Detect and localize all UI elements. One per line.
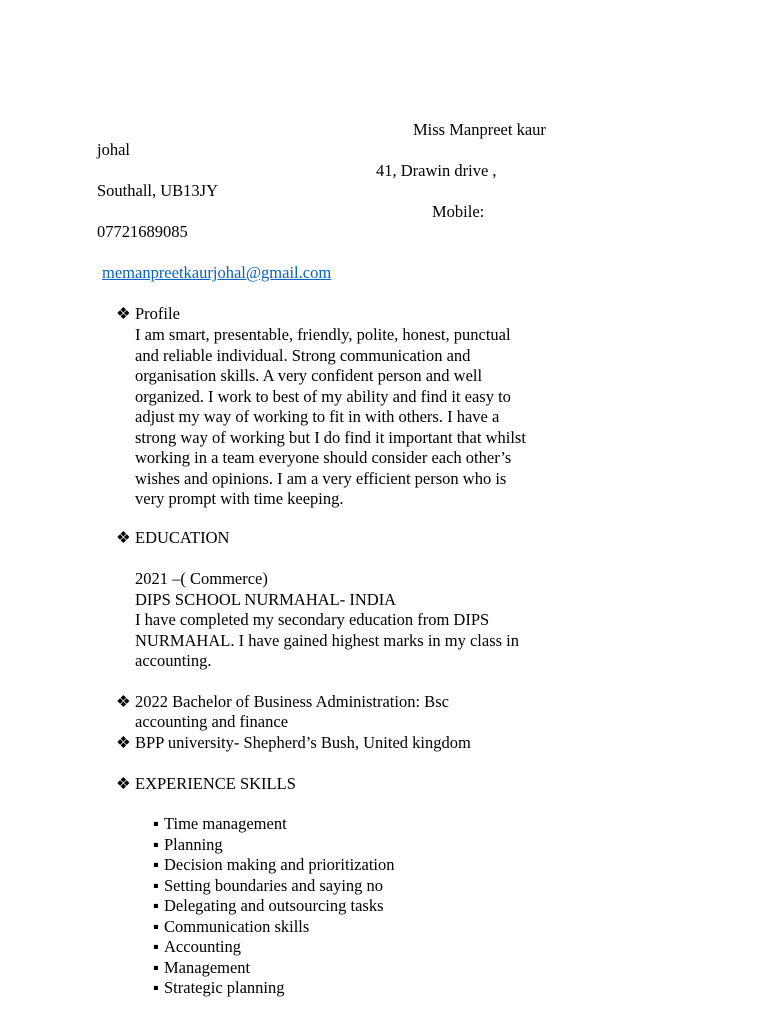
degree-line-2: accounting and finance [135,712,289,731]
degree-row [116,692,449,713]
education-year: 2021 –( Commerce) [135,569,268,588]
skill-label: Decision making and prioritization [164,855,395,874]
email-link[interactable]: memanpreetkaurjohal@gmail.com [102,263,332,282]
skill-label: Delegating and outsourcing tasks [164,896,384,915]
square-bullet-icon: ▪ [153,814,159,833]
education-school: DIPS SCHOOL NURMAHAL- INDIA [135,589,397,609]
diamond-bullet-icon: ❖ [116,692,131,711]
diamond-bullet-icon: ❖ [116,528,131,547]
university: BPP university- Shepherd’s Bush, United kingdom [135,733,471,752]
skill-label: Setting boundaries and saying no [164,875,384,895]
skill-item [153,917,394,938]
skill-label: Time management [164,814,287,833]
skill-item [153,978,394,999]
square-bullet-icon: ▪ [153,978,159,997]
profile-line: organisation skills. A very confident person and well [135,366,483,385]
profile-line: very prompt with time keeping. [135,489,344,508]
education-details [135,569,595,672]
experience-heading: EXPERIENCE SKILLS [135,774,296,793]
skill-label: Accounting [164,937,241,956]
degree-line-1: 2022 Bachelor of Business Administration: Bsc [135,692,449,711]
profile-line: organized. I work to best of my ability and find it easy to [135,386,511,406]
skill-item [153,876,394,897]
skill-item [153,958,394,979]
diamond-bullet-icon: ❖ [116,733,131,752]
skill-item [153,937,394,958]
diamond-bullet-icon: ❖ [116,774,131,793]
skill-item [153,896,394,917]
education-heading-row [116,528,229,549]
skill-item [153,814,394,835]
profile-heading-row [116,304,180,325]
address-line-2: Southall, UB13JY [97,181,219,200]
profile-text [135,325,595,510]
education-desc-line: NURMAHAL. I have gained highest marks in my class in [135,630,520,650]
square-bullet-icon: ▪ [153,855,159,874]
skill-label: Communication skills [164,916,310,936]
name-line-1: Miss Manpreet kaur [413,120,546,139]
address-line-1: 41, Drawin drive , [376,161,497,180]
profile-line: I am smart, presentable, friendly, polite, honest, punctual [135,325,511,344]
email-link-wrapper [102,263,331,284]
experience-heading-row [116,774,296,795]
education-heading: EDUCATION [135,528,230,547]
skill-label: Planning [164,834,223,854]
skills-list [153,814,394,999]
profile-line: strong way of working but I do find it important that whilst [135,427,526,447]
profile-heading: Profile [135,304,180,323]
square-bullet-icon: ▪ [153,957,159,977]
profile-line: wishes and opinions. I am a very efficient person who is [135,468,507,488]
square-bullet-icon: ▪ [153,916,159,936]
skill-label: Strategic planning [164,978,285,997]
skill-item [153,855,394,876]
profile-line: adjust my way of working to fit in with others. I have a [135,407,500,426]
square-bullet-icon: ▪ [153,834,159,854]
square-bullet-icon: ▪ [153,896,159,915]
skill-item [153,835,394,856]
education-desc-line: I have completed my secondary education from DIPS [135,610,490,629]
profile-line: working in a team everyone should consider each other’s [135,448,512,467]
mobile-label: Mobile: [432,202,485,221]
mobile-number: 07721689085 [97,222,188,241]
square-bullet-icon: ▪ [153,937,159,956]
diamond-bullet-icon: ❖ [116,304,131,323]
university-row [116,733,471,754]
square-bullet-icon: ▪ [153,875,159,895]
skill-label: Management [164,957,251,977]
education-desc-line: accounting. [135,651,212,670]
profile-line: and reliable individual. Strong communication and [135,345,471,365]
name-line-2: johal [97,140,130,159]
